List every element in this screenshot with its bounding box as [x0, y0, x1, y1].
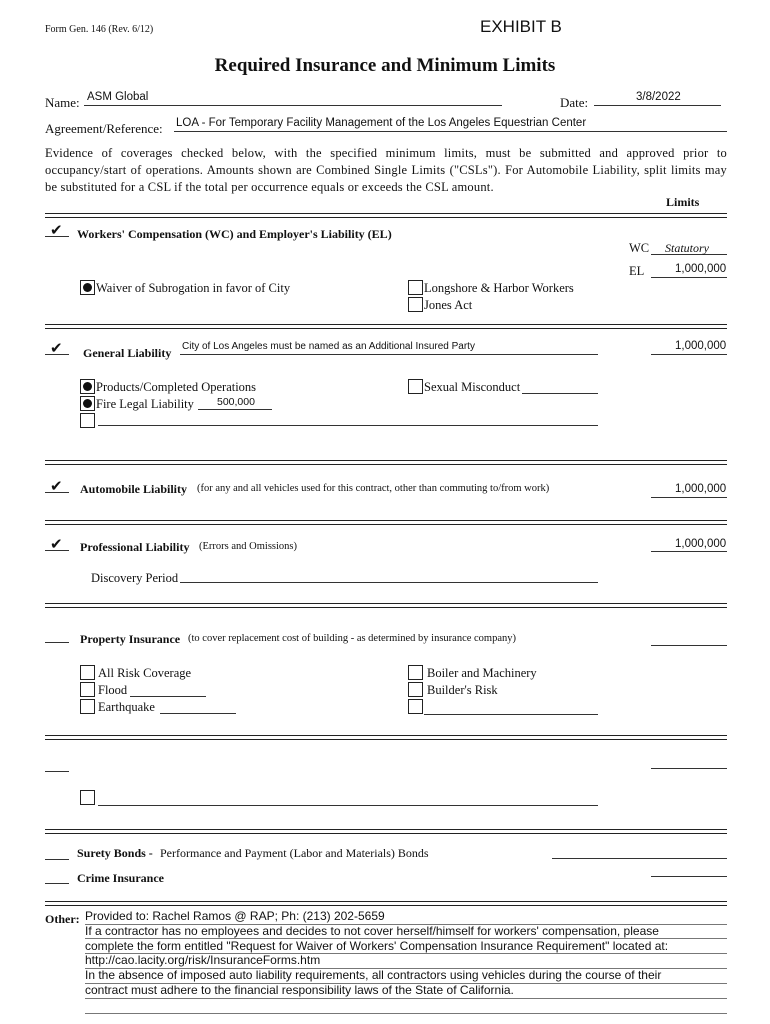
pro-limit-line [651, 551, 727, 552]
auto-limit-value[interactable]: 1,000,000 [675, 483, 727, 495]
pro-note: (Errors and Omissions) [199, 541, 297, 552]
agreement-label: Agreement/Reference: [45, 121, 163, 136]
wc-label: WC [629, 241, 650, 255]
name-field[interactable]: ASM Global [87, 91, 149, 103]
products-checkbox[interactable] [80, 379, 95, 394]
flood-checkbox[interactable] [80, 682, 95, 697]
auto-title: Automobile Liability [80, 482, 188, 496]
gl-note-line [180, 354, 598, 355]
other-label: Other: [45, 912, 80, 926]
el-limit-line [651, 277, 727, 278]
sexual-misconduct-checkbox[interactable] [408, 379, 423, 394]
section-divider [45, 324, 727, 329]
surety-limit-line[interactable] [552, 858, 727, 859]
date-line [594, 105, 721, 106]
blank-limit-line[interactable] [651, 768, 727, 769]
other-line-5[interactable]: In the absence of imposed auto liability requirements, all contractors using vehicles during the course of their [85, 968, 662, 982]
section-divider [45, 460, 727, 465]
gl-title: General Liability [83, 346, 172, 360]
section-divider [45, 829, 727, 834]
other-rule [85, 924, 727, 925]
pro-title: Professional Liability [80, 540, 190, 554]
all-risk-label: All Risk Coverage [98, 666, 192, 680]
earthquake-checkbox[interactable] [80, 699, 95, 714]
date-label: Date: [560, 95, 589, 110]
boiler-label: Boiler and Machinery [427, 666, 537, 680]
wc-title: Workers' Compensation (WC) and Employer's Liability (EL) [77, 227, 392, 241]
crime-check-line[interactable] [45, 883, 69, 884]
wc-check-mark[interactable]: ✔ [50, 221, 63, 239]
pro-limit-value[interactable]: 1,000,000 [675, 538, 727, 550]
flood-line[interactable] [130, 696, 206, 697]
gl-limit-line [651, 354, 727, 355]
property-other-checkbox[interactable] [408, 699, 423, 714]
jones-act-label: Jones Act [424, 298, 473, 312]
crime-title: Crime Insurance [77, 871, 164, 885]
other-line-3[interactable]: complete the form entitled "Request for Waiver of Workers' Compensation Insurance Requirement" located at: [85, 939, 669, 953]
name-label: Name: [45, 95, 80, 110]
gl-limit-value[interactable]: 1,000,000 [675, 340, 727, 352]
longshore-label: Longshore & Harbor Workers [424, 281, 574, 295]
el-limit-value[interactable]: 1,000,000 [675, 263, 727, 275]
other-line-4[interactable]: http://cao.lacity.org/risk/InsuranceForms.htm [85, 953, 321, 967]
page-title: Required Insurance and Minimum Limits [214, 55, 556, 76]
builders-risk-label: Builder's Risk [427, 683, 498, 697]
waiver-checkbox[interactable] [80, 280, 95, 295]
pro-check-mark[interactable]: ✔ [50, 535, 63, 553]
wc-limit-value[interactable]: Statutory [665, 241, 709, 255]
blank-check-line[interactable] [45, 771, 69, 772]
agreement-line [174, 131, 727, 132]
blank-checkbox[interactable] [80, 790, 95, 805]
other-line-1[interactable]: Provided to: Rachel Ramos @ RAP; Ph: (213) 202-5659 [85, 909, 385, 923]
property-check-line[interactable] [45, 642, 69, 643]
agreement-field[interactable]: LOA - For Temporary Facility Management of the Los Angeles Equestrian Center [176, 117, 587, 129]
boiler-checkbox[interactable] [408, 665, 423, 680]
section-divider [45, 901, 727, 906]
other-rule [85, 938, 727, 939]
form-id: Form Gen. 146 (Rev. 6/12) [45, 24, 154, 35]
blank-other-line[interactable] [98, 805, 598, 806]
gl-other-line[interactable] [98, 425, 598, 426]
section-divider [45, 520, 727, 525]
section-divider [45, 603, 727, 608]
intro-paragraph: Evidence of coverages checked below, with the specified minimum limits, must be submitted and approved prior to occupancy/start of operations. Amounts shown are Combined Single Limits ("CSLs"). For Automobile Liability, split limits may be substituted for a CSL if the total per occurrence equals or exceeds the CSL amount. [45, 146, 727, 194]
fire-legal-label: Fire Legal Liability [96, 397, 194, 411]
auto-note: (for any and all vehicles used for this contract, other than commuting to/from work) [197, 483, 550, 494]
limits-header: Limits [666, 195, 700, 209]
gl-other-checkbox[interactable] [80, 413, 95, 428]
property-note: (to cover replacement cost of building - as determined by insurance company) [188, 633, 517, 644]
all-risk-checkbox[interactable] [80, 665, 95, 680]
fire-legal-checkbox[interactable] [80, 396, 95, 411]
products-label: Products/Completed Operations [96, 380, 257, 394]
fire-legal-line [198, 409, 272, 410]
builders-risk-checkbox[interactable] [408, 682, 423, 697]
name-line [84, 105, 502, 106]
other-rule [85, 983, 727, 984]
surety-check-line[interactable] [45, 859, 69, 860]
property-title: Property Insurance [80, 632, 181, 646]
auto-limit-line [651, 497, 727, 498]
flood-label: Flood [98, 683, 128, 697]
discovery-line[interactable] [180, 582, 598, 583]
sexual-misconduct-line[interactable] [522, 393, 598, 394]
other-rule [85, 1013, 727, 1014]
other-line-2[interactable]: If a contractor has no employees and decides to not cover herself/himself for workers' compensation, please [85, 924, 659, 938]
date-field[interactable]: 3/8/2022 [636, 91, 681, 103]
property-other-line[interactable] [424, 714, 598, 715]
sexual-misconduct-label: Sexual Misconduct [424, 380, 521, 394]
other-line-6[interactable]: contract must adhere to the financial responsibility laws of the State of California. [85, 983, 514, 997]
section-divider [45, 735, 727, 740]
property-limit-line[interactable] [651, 645, 727, 646]
fire-legal-value[interactable]: 500,000 [217, 396, 255, 408]
section-divider [45, 213, 727, 218]
earthquake-label: Earthquake [98, 700, 155, 714]
surety-note: Performance and Payment (Labor and Materials) Bonds [160, 846, 429, 860]
earthquake-line[interactable] [160, 713, 236, 714]
longshore-checkbox[interactable] [408, 280, 423, 295]
auto-check-mark[interactable]: ✔ [50, 477, 63, 495]
other-rule [85, 953, 727, 954]
surety-title: Surety Bonds - [77, 846, 153, 860]
gl-note[interactable]: City of Los Angeles must be named as an Additional Insured Party [182, 341, 475, 352]
other-rule [85, 998, 727, 999]
other-rule [85, 968, 727, 969]
gl-check-mark[interactable]: ✔ [50, 339, 63, 357]
discovery-label: Discovery Period [91, 571, 179, 585]
crime-limit-line[interactable] [651, 876, 727, 877]
el-label: EL [629, 264, 645, 278]
jones-act-checkbox[interactable] [408, 297, 423, 312]
exhibit-label: EXHIBIT B [480, 17, 562, 36]
waiver-label: Waiver of Subrogation in favor of City [96, 281, 291, 295]
